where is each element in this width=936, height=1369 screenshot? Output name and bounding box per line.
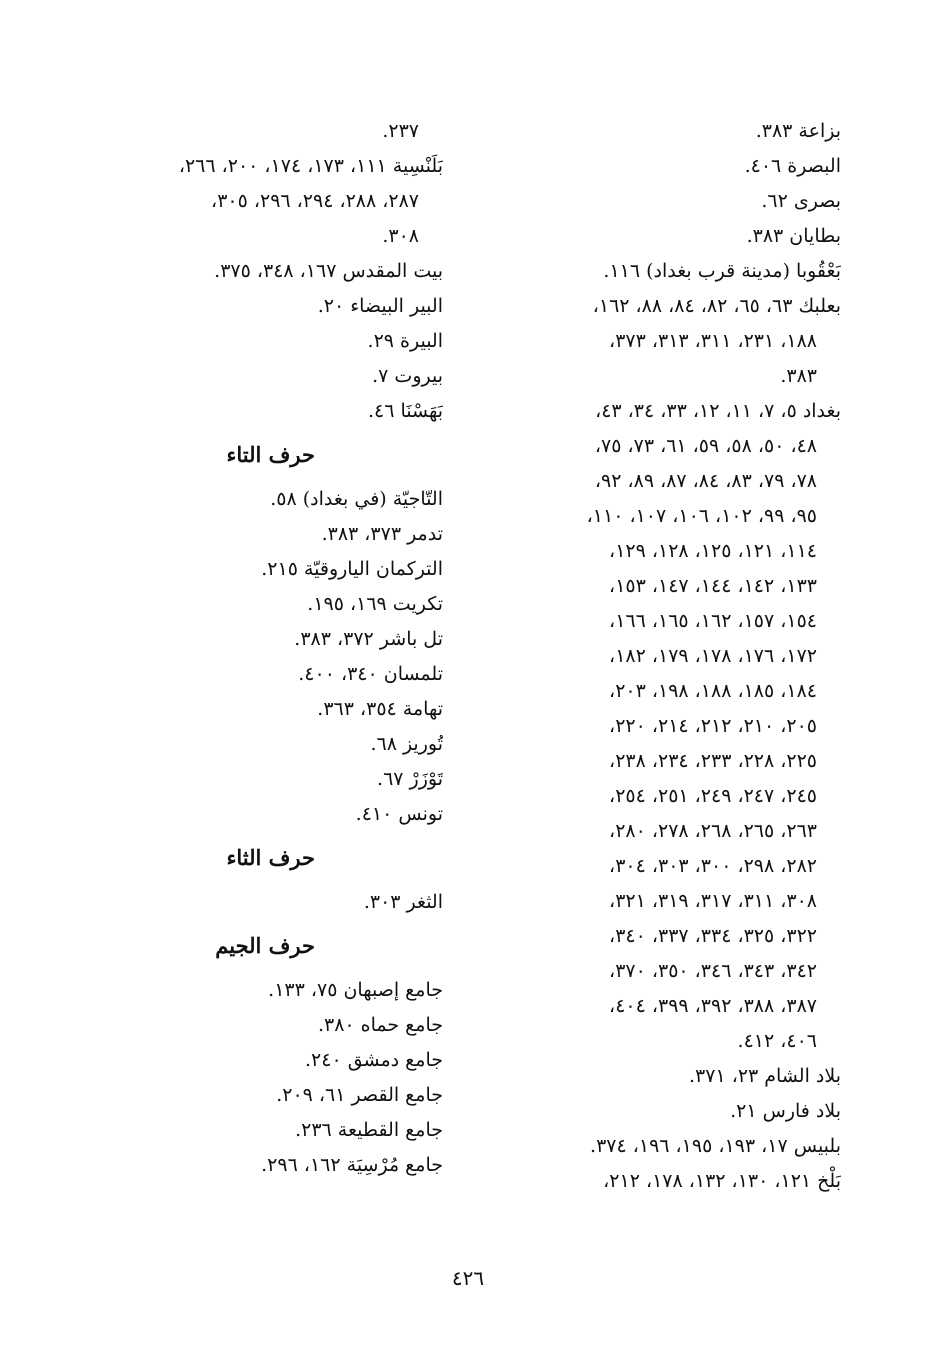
index-entry: ١٥٤، ١٥٧، ١٦٢، ١٦٥، ١٦٦، — [609, 610, 817, 632]
index-entry: بيت المقدس ١٦٧، ٣٤٨، ٣٧٥. — [214, 260, 443, 282]
index-entry: ١٨٤، ١٨٥، ١٨٨، ١٩٨، ٢٠٣، — [609, 680, 817, 702]
index-entry: تُوريز ٦٨. — [370, 733, 443, 755]
index-entry: ٣٠٨. — [382, 225, 419, 247]
index-entry: بطايان ٣٨٣. — [746, 225, 841, 247]
index-entry: ١١٤، ١٢١، ١٢٥، ١٢٨، ١٢٩، — [609, 540, 817, 562]
index-entry: بغداد ٥، ٧، ١١، ١٢، ٣٣، ٣٤، ٤٣، — [595, 400, 841, 422]
index-entry: ٣٢٢، ٣٢٥، ٣٣٤، ٣٣٧، ٣٤٠، — [609, 925, 817, 947]
index-entry: ٣٤٢، ٣٤٣، ٣٤٦، ٣٥٠، ٣٧٠، — [609, 960, 817, 982]
index-entry: بلاد فارس ٢١. — [730, 1100, 841, 1122]
section-heading: حرف الثاء — [226, 845, 315, 870]
index-entry: بلبيس ١٧، ١٩٣، ١٩٥، ١٩٦، ٣٧٤. — [590, 1135, 841, 1157]
index-entry: تل باشر ٣٧٢، ٣٨٣. — [294, 628, 443, 650]
index-entry: جامع حماه ٣٨٠. — [317, 1014, 443, 1036]
index-column-right — [491, 114, 841, 1199]
index-entry: جامع مُرْسِيَة ١٦٢، ٢٩٦. — [261, 1154, 443, 1176]
index-entry: التركمان الياروقيّة ٢١٥. — [261, 558, 443, 580]
index-entry: ٩٥، ٩٩، ١٠٢، ١٠٦، ١٠٧، ١١٠، — [586, 505, 817, 527]
index-entry: بعلبك ٦٣، ٦٥، ٨٢، ٨٤، ٨٨، ١٦٢، — [592, 295, 841, 317]
index-entry: ٣٠٨، ٣١١، ٣١٧، ٣١٩، ٣٢١، — [609, 890, 817, 912]
index-entry: تهامة ٣٥٤، ٣٦٣. — [317, 698, 443, 720]
index-entry: التّاجيّة (في بغداد) ٥٨. — [270, 488, 443, 510]
section-heading: حرف الجيم — [215, 933, 315, 958]
index-entry: تكريت ١٦٩، ١٩٥. — [307, 593, 443, 615]
index-entry: الثغر ٣٠٣. — [363, 891, 443, 913]
index-entry: ٢٢٥، ٢٢٨، ٢٣٣، ٢٣٤، ٢٣٨، — [609, 750, 817, 772]
index-entry: ٧٨، ٧٩، ٨٣، ٨٤، ٨٧، ٨٩، ٩٢، — [594, 470, 817, 492]
index-entry: تَوْزَرْ ٦٧. — [377, 768, 443, 790]
page-number: ٤٢٦ — [451, 1266, 485, 1290]
index-entry: ١٨٨، ٢٣١، ٣١١، ٣١٣، ٣٧٣، — [609, 330, 817, 352]
index-entry: بَلَنْسِية ١١١، ١٧٣، ١٧٤، ٢٠٠، ٢٦٦، — [178, 155, 443, 177]
index-entry: ٢٤٥، ٢٤٧، ٢٤٩، ٢٥١، ٢٥٤، — [609, 785, 817, 807]
index-entry: ١٧٢، ١٧٦، ١٧٨، ١٧٩، ١٨٢، — [609, 645, 817, 667]
index-entry: تونس ٤١٠. — [355, 803, 443, 825]
index-entry: بَهَسْنَا ٤٦. — [367, 400, 443, 422]
section-heading: حرف التاء — [226, 442, 315, 467]
index-entry: البصرة ٤٠٦. — [744, 155, 841, 177]
index-entry: جامع دمشق ٢٤٠. — [304, 1049, 443, 1071]
index-entry: ٤٨، ٥٠، ٥٨، ٥٩، ٦١، ٧٣، ٧٥، — [594, 435, 817, 457]
index-entry: جامع إصبهان ٧٥، ١٣٣. — [268, 979, 443, 1001]
index-entry: ٣٨٣. — [780, 365, 817, 387]
index-entry: ٢٨٢، ٢٩٨، ٣٠٠، ٣٠٣، ٣٠٤، — [609, 855, 817, 877]
index-entry: بَعْقُوبا (مدينة قرب بغداد) ١١٦. — [603, 260, 841, 282]
index-entry: بزاعة ٣٨٣. — [755, 120, 841, 142]
index-entry: البيرة ٢٩. — [367, 330, 443, 352]
index-entry: بيروت ٧. — [372, 365, 443, 387]
index-entry: ٢٨٧، ٢٨٨، ٢٩٤، ٢٩٦، ٣٠٥، — [211, 190, 419, 212]
index-entry: تدمر ٣٧٣، ٣٨٣. — [321, 523, 443, 545]
index-entry: ٢٠٥، ٢١٠، ٢١٢، ٢١٤، ٢٢٠، — [609, 715, 817, 737]
index-column-left — [83, 114, 443, 1183]
index-entry: بَلْخ ١٢١، ١٣٠، ١٣٢، ١٧٨، ٢١٢، — [603, 1170, 841, 1192]
index-entry: ٢٦٣، ٢٦٥، ٢٦٨، ٢٧٨، ٢٨٠، — [609, 820, 817, 842]
index-entry: البير البيضاء ٢٠. — [317, 295, 443, 317]
index-entry: جامع القطيعة ٢٣٦. — [295, 1119, 443, 1141]
index-entry: بصرى ٦٢. — [761, 190, 841, 212]
index-entry: ١٣٣، ١٤٢، ١٤٤، ١٤٧، ١٥٣، — [609, 575, 817, 597]
index-entry: جامع القصر ٦١، ٢٠٩. — [276, 1084, 443, 1106]
index-entry: ٤٠٦، ٤١٢. — [737, 1030, 817, 1052]
index-entry: بلاد الشام ٢٣، ٣٧١. — [688, 1065, 841, 1087]
index-entry: ٢٣٧. — [382, 120, 419, 142]
index-entry: تلمسان ٣٤٠، ٤٠٠. — [298, 663, 443, 685]
index-entry: ٣٨٧، ٣٨٨، ٣٩٢، ٣٩٩، ٤٠٤، — [609, 995, 817, 1017]
